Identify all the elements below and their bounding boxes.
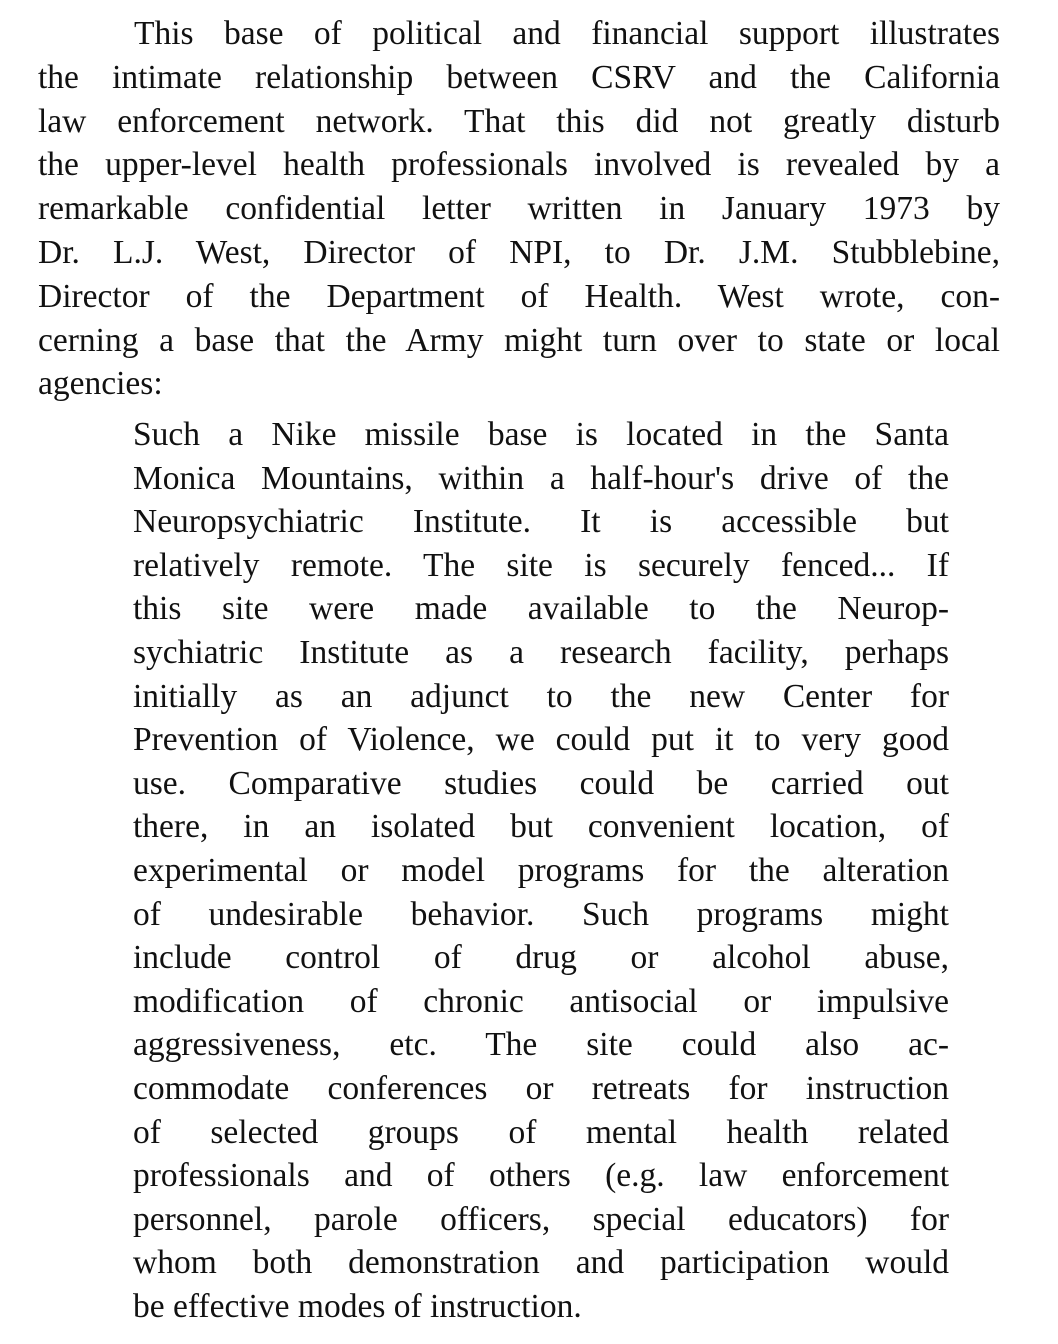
paragraph-line: Dr. L.J. West, Director of NPI, to Dr. J.M. Stubblebine,	[38, 233, 1000, 271]
quote-line: whom both demonstration and participation would	[133, 1244, 949, 1282]
quote-line: Neuropsychiatric Institute. It is accessible but	[133, 503, 949, 541]
paragraph-line: Director of the Department of Health. West wrote, con-	[38, 277, 1000, 315]
cut-off-previous-line	[0, 0, 1058, 2]
paragraph-line: law enforcement network. That this did not greatly disturb	[38, 102, 1000, 140]
paragraph-line: remarkable confidential letter written in January 1973 by	[38, 190, 1000, 228]
paragraph-line: the intimate relationship between CSRV and the California	[38, 58, 1000, 96]
quote-line: Such a Nike missile base is located in the Santa	[133, 416, 949, 453]
quote-line: sychiatric Institute as a research facility, perhaps	[133, 633, 949, 671]
paragraph-line: This base of political and financial support illustrates	[134, 15, 1000, 52]
quote-line: personnel, parole officers, special educators) for	[133, 1200, 949, 1238]
quote-line: initially as an adjunct to the new Center for	[133, 677, 949, 715]
quote-line: there, in an isolated but convenient location, of	[133, 808, 949, 846]
intro-paragraph	[38, 12, 1000, 406]
quote-line: include control of drug or alcohol abuse,	[133, 939, 949, 977]
quote-line: aggressiveness, etc. The site could also ac-	[133, 1026, 949, 1064]
paragraph-line: the upper-level health professionals involved is revealed by a	[38, 146, 1000, 184]
quote-line: Monica Mountains, within a half-hour's drive of the	[133, 459, 949, 497]
quote-line: relatively remote. The site is securely fenced... If	[133, 546, 949, 584]
quote-line: experimental or model programs for the alteration	[133, 851, 949, 889]
paragraph-line: cerning a base that the Army might turn over to state or local	[38, 321, 1000, 359]
block-quote	[133, 413, 949, 1328]
quote-line: commodate conferences or retreats for instruction	[133, 1069, 949, 1107]
quote-line: of selected groups of mental health related	[133, 1113, 949, 1151]
quote-line: use. Comparative studies could be carried out	[133, 764, 949, 802]
quote-line: modification of chronic antisocial or impulsive	[133, 982, 949, 1020]
quote-line: Prevention of Violence, we could put it to very good	[133, 721, 949, 759]
paragraph-line: agencies:	[38, 365, 163, 403]
quote-line: professionals and of others (e.g. law enforcement	[133, 1157, 949, 1195]
quote-line: be effective modes of instruction.	[133, 1287, 582, 1325]
quote-line: of undesirable behavior. Such programs might	[133, 895, 949, 933]
quote-line: this site were made available to the Neurop-	[133, 590, 949, 628]
